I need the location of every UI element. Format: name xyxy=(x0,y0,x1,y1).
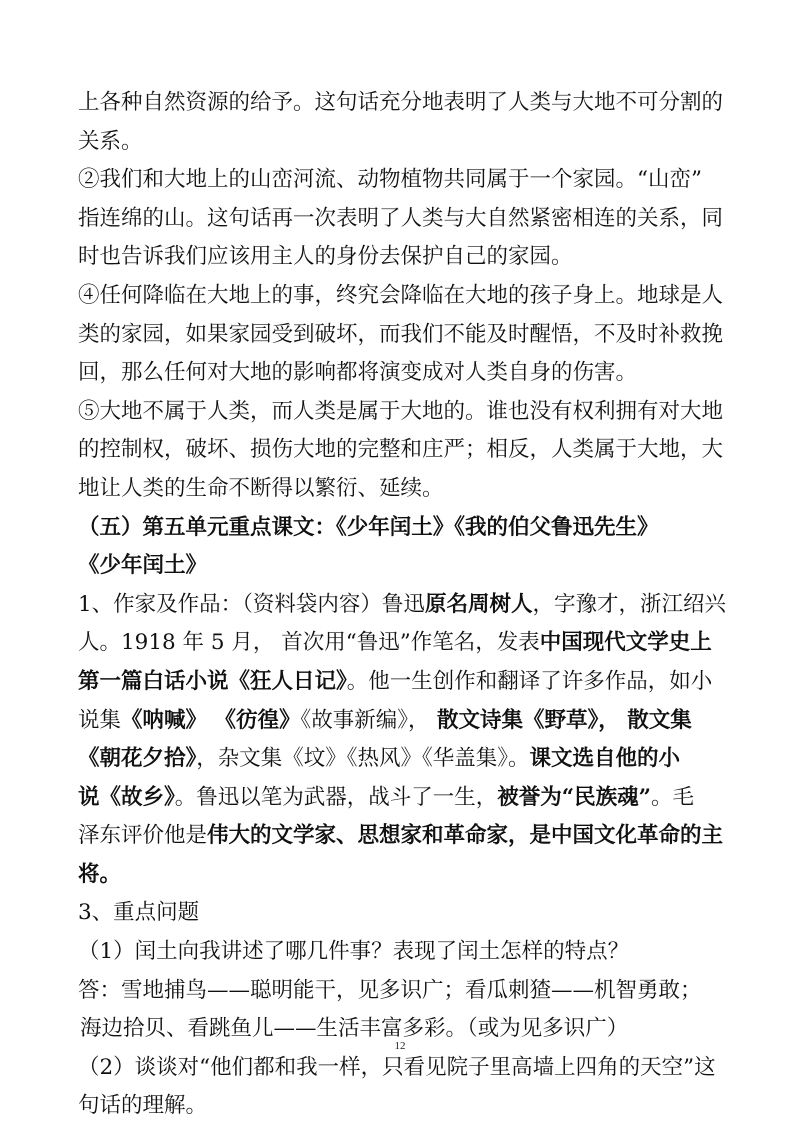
text-run: 说集 xyxy=(78,707,122,733)
subsection-heading: 3、重点问题 xyxy=(78,900,200,926)
text-line: 回，那么任何对大地的影响都将演变成对人类自身的伤害。 xyxy=(78,360,638,386)
text-run: 人。1918 年 5 月， 首次用“鲁迅”作笔名，发表 xyxy=(78,630,540,656)
bold-run: 散文诗集《野草》， xyxy=(429,707,620,733)
text-line: ⑤大地不属于人类，而人类是属于大地的。谁也没有权利拥有对大地 xyxy=(78,398,724,424)
bold-run: 伟大的文学家、思想家和革命家，是中国文化革命的主 xyxy=(207,823,724,849)
text-line: 时也告诉我们应该用主人的身份去保护自己的家园。 xyxy=(78,244,573,270)
text-line: ④任何降临在大地上的事，终究会降临在大地的孩子身上。地球是人 xyxy=(78,282,724,308)
page-number: 12 xyxy=(394,1040,406,1052)
bold-run: 《呐喊》 《彷徨》 xyxy=(121,707,301,733)
answer-line: 海边拾贝、看跳鱼儿——生活丰富多彩。（或为见多识广） xyxy=(80,1016,629,1042)
text-line xyxy=(78,740,730,779)
text-line xyxy=(78,702,730,741)
text-line xyxy=(78,779,730,818)
question-line: （2）谈谈对“他们都和我一样，只看见院子里高墙上四角的天空”这 xyxy=(78,1054,716,1080)
text-run: 《故事新编》， xyxy=(300,707,430,733)
text-run: 。鲁迅以笔为武器，战斗了一生， xyxy=(174,784,498,810)
question-line: （1）闰土向我讲述了哪几件事？表现了闰土怎样的特点？ xyxy=(78,939,630,965)
text-line: 地让人类的生命不断得以繁衍、延续。 xyxy=(78,475,444,501)
text-line: ②我们和大地上的山峦河流、动物植物共同属于一个家园。“山峦” xyxy=(78,167,702,193)
text-line xyxy=(78,586,730,625)
bold-run: 被誉为“民族魂” xyxy=(497,784,652,810)
answer-line: 答：雪地捕鸟——聪明能干，见多识广；看瓜刺猹——机智勇敢； xyxy=(78,977,702,1003)
text-line xyxy=(78,663,730,702)
bold-run: 课文选自他的小 xyxy=(529,746,681,772)
text-line xyxy=(78,624,730,663)
text-run: 。毛 xyxy=(651,784,695,810)
section-heading: （五）第五单元重点课文：《少年闰土》《我的伯父鲁迅先生》 xyxy=(78,514,659,540)
text-run: 。他一生创作和翻译了许多作品，如小 xyxy=(346,668,713,694)
bold-run: 原名周树人 xyxy=(424,591,533,617)
text-run: ，杂文集《坟》《热风》《华盖集》。 xyxy=(196,746,530,772)
question-line: 句话的理解。 xyxy=(78,1093,208,1119)
bold-run: 中国现代文学史上 xyxy=(539,630,712,656)
text-line: 将。 xyxy=(78,861,122,887)
text-line: 关系。 xyxy=(78,128,143,154)
text-line: 的控制权，破坏、损伤大地的完整和庄严；相反，人类属于大地，大 xyxy=(78,437,724,463)
text-line: 类的家园，如果家园受到破坏，而我们不能及时醒悟，不及时补救挽 xyxy=(78,321,724,347)
text-run: 泽东评价他是 xyxy=(78,823,208,849)
text-run: 1、作家及作品：（资料袋内容）鲁迅 xyxy=(78,591,425,617)
text-run: ，字豫才，浙江绍兴 xyxy=(532,591,726,617)
lesson-title: 《少年闰土》 xyxy=(78,553,208,579)
bold-run: 散文集 xyxy=(619,707,692,733)
text-line xyxy=(78,817,730,856)
bold-run: 《朝花夕拾》 xyxy=(78,746,197,772)
bold-run: 第一篇白话小说《狂人日记》 xyxy=(78,668,347,694)
text-line: 上各种自然资源的给予。这句话充分地表明了人类与大地不可分割的 xyxy=(78,90,724,115)
text-line: 指连绵的山。这句话再一次表明了人类与大自然紧密相连的关系，同 xyxy=(78,205,724,231)
document-page xyxy=(78,84,730,1126)
bold-run: 说《故乡》 xyxy=(78,784,175,810)
